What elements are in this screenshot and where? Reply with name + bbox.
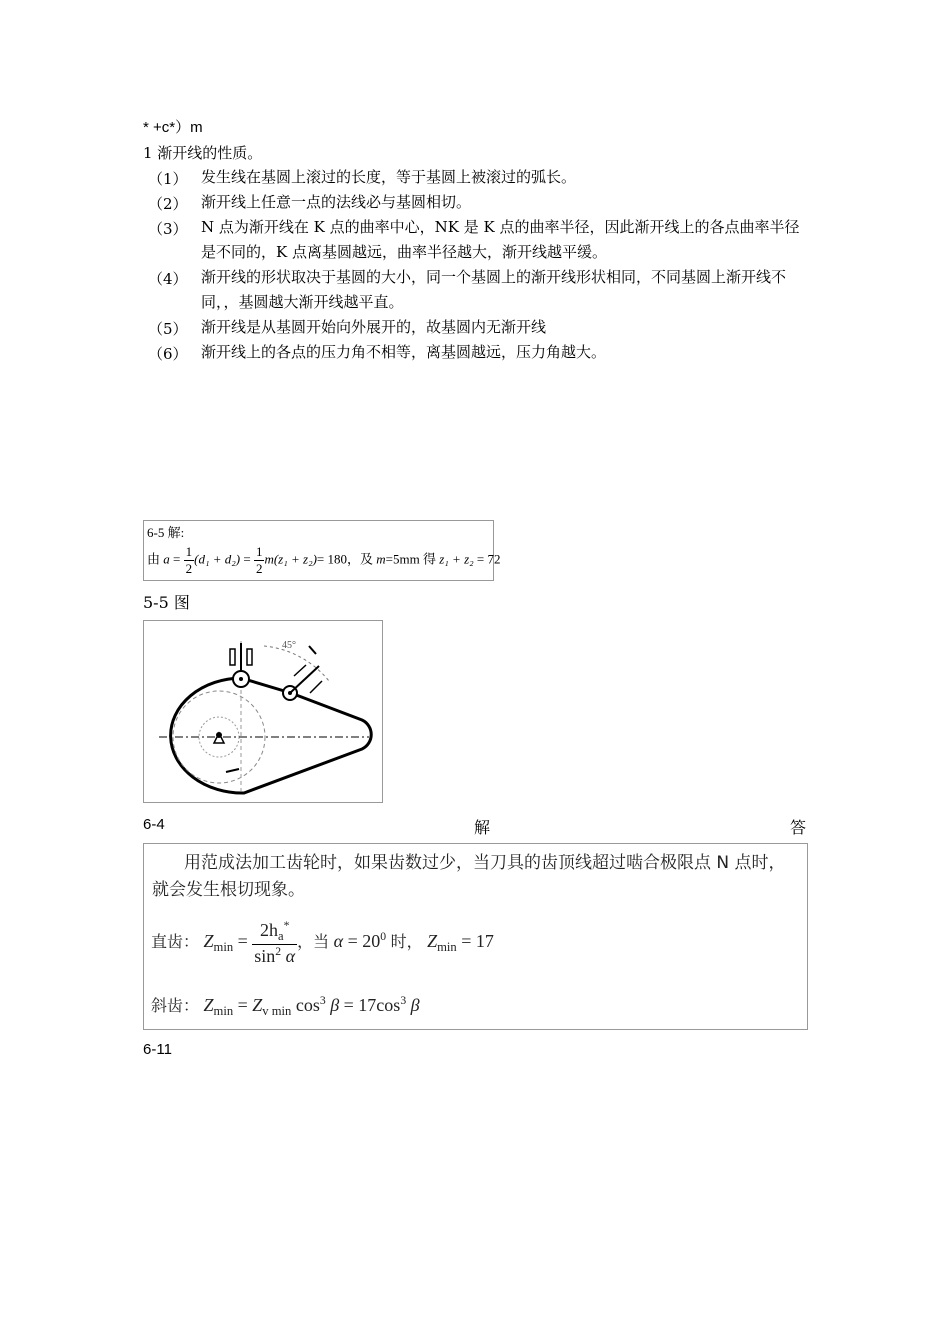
- list-item-text: 渐开线是从基圆开始向外展开的，故基圆内无渐开线: [201, 318, 547, 336]
- formula-eq: =: [243, 551, 251, 567]
- straight-tooth-formula: [151, 919, 494, 967]
- formula-beta: β: [330, 995, 340, 1015]
- formula-sub: min: [437, 939, 457, 954]
- formula-fraction: $\frac{2h_a^*}{\sin^2 \alpha}$: [254, 919, 296, 967]
- when-text: ，当: [297, 932, 330, 952]
- answer-label-mid: 解: [474, 818, 491, 837]
- footer-label: 6-11: [143, 1041, 172, 1058]
- formula-alpha-val: = 20: [347, 931, 381, 952]
- list-item-text: 渐开线的形状取决于基圆的大小，同一个基圆上的渐开线形状相同，不同基圆上渐开线不同，，基圆越大渐开线越平直。: [201, 268, 787, 311]
- list-item-text: 渐开线上任意一点的法线必与基圆相切。: [201, 193, 472, 211]
- formula-z: Z: [203, 931, 214, 952]
- section-title: 1 渐开线的性质。: [143, 144, 263, 162]
- formula-d-sum: (d₁ + d₂): [194, 551, 241, 567]
- answer-label-left: 6-4: [143, 816, 165, 833]
- formula-sub: min: [213, 1003, 234, 1018]
- formula-z-val: = 72: [476, 551, 501, 567]
- formula-sub: v min: [262, 1003, 292, 1018]
- formula-cos: cos: [295, 995, 320, 1015]
- figure-5-5: [143, 620, 383, 803]
- shi-text: 时，: [390, 932, 423, 952]
- helical-label: 斜齿：: [151, 996, 200, 1015]
- angle-label: 45°: [282, 640, 296, 651]
- formula-eq: =: [237, 995, 248, 1015]
- formula-var-a: a: [163, 551, 170, 567]
- formula-m-z: m(z₁ + z₂): [264, 551, 317, 567]
- formula-sup: 3: [400, 993, 407, 1007]
- cam-mechanism-diagram: [144, 621, 382, 802]
- formula-sup: 0: [380, 930, 387, 943]
- solution-formula: [147, 544, 501, 577]
- formula-m: m: [376, 551, 386, 567]
- formula-result: = 180，及: [316, 551, 374, 567]
- formula-z: Z: [203, 995, 214, 1015]
- formula-half: $\frac{1}{2}$: [255, 544, 263, 576]
- formula-half: $\frac{1}{2}$: [185, 544, 193, 576]
- list-item-number: （5）: [148, 320, 188, 338]
- formula-m-val: =5mm 得: [385, 551, 436, 567]
- formula-prefix: 由: [147, 551, 161, 567]
- formula-beta: β: [410, 995, 420, 1015]
- answer-sentence: 用范成法加工齿轮时，如果齿数过少，当刀具的齿顶线超过啮合极限点 N 点时，就会发生根切现象。: [152, 853, 786, 900]
- solution-box-6-5: [143, 520, 501, 581]
- list-item-number: （4）: [148, 270, 188, 288]
- straight-label: 直齿：: [151, 932, 200, 952]
- header-formula: * +c*）m: [143, 119, 203, 136]
- solution-heading: 6-5 解:: [147, 525, 185, 540]
- figure-caption: 5-5 图: [143, 593, 190, 612]
- formula-z-sum: z₁ + z₂: [439, 551, 474, 567]
- formula-z: Z: [427, 931, 438, 952]
- formula-alpha: α: [333, 931, 344, 952]
- formula-zv: Z: [252, 995, 263, 1015]
- list-item-number: （3）: [148, 220, 188, 238]
- answer-label-right: 答: [790, 818, 807, 837]
- list-item-number: （2）: [148, 195, 188, 213]
- list-item-number: （6）: [148, 345, 188, 363]
- formula-zmin-val: = 17: [461, 931, 494, 952]
- helical-tooth-formula: [151, 993, 420, 1019]
- list-item-number: （1）: [148, 170, 188, 188]
- formula-sup: 3: [319, 993, 326, 1007]
- list-item-text: 发生线在基圆上滚过的长度，等于基圆上被滚过的弧长。: [201, 168, 577, 186]
- formula-eq: =: [173, 551, 181, 567]
- formula-tail: = 17cos: [343, 995, 401, 1015]
- list-item-text: 渐开线上的各点的压力角不相等，离基圆越远，压力角越大。: [201, 343, 607, 361]
- formula-eq: =: [237, 931, 248, 952]
- formula-sub: min: [213, 939, 234, 954]
- answer-box-6-4: [143, 843, 808, 1030]
- list-item-text: N 点为渐开线在 K 点的曲率中心，NK 是 K 点的曲率半径，因此渐开线上的各点曲率半径是不同的，K 点离基圆越远，曲率半径越大，渐开线越平缓。: [201, 218, 800, 261]
